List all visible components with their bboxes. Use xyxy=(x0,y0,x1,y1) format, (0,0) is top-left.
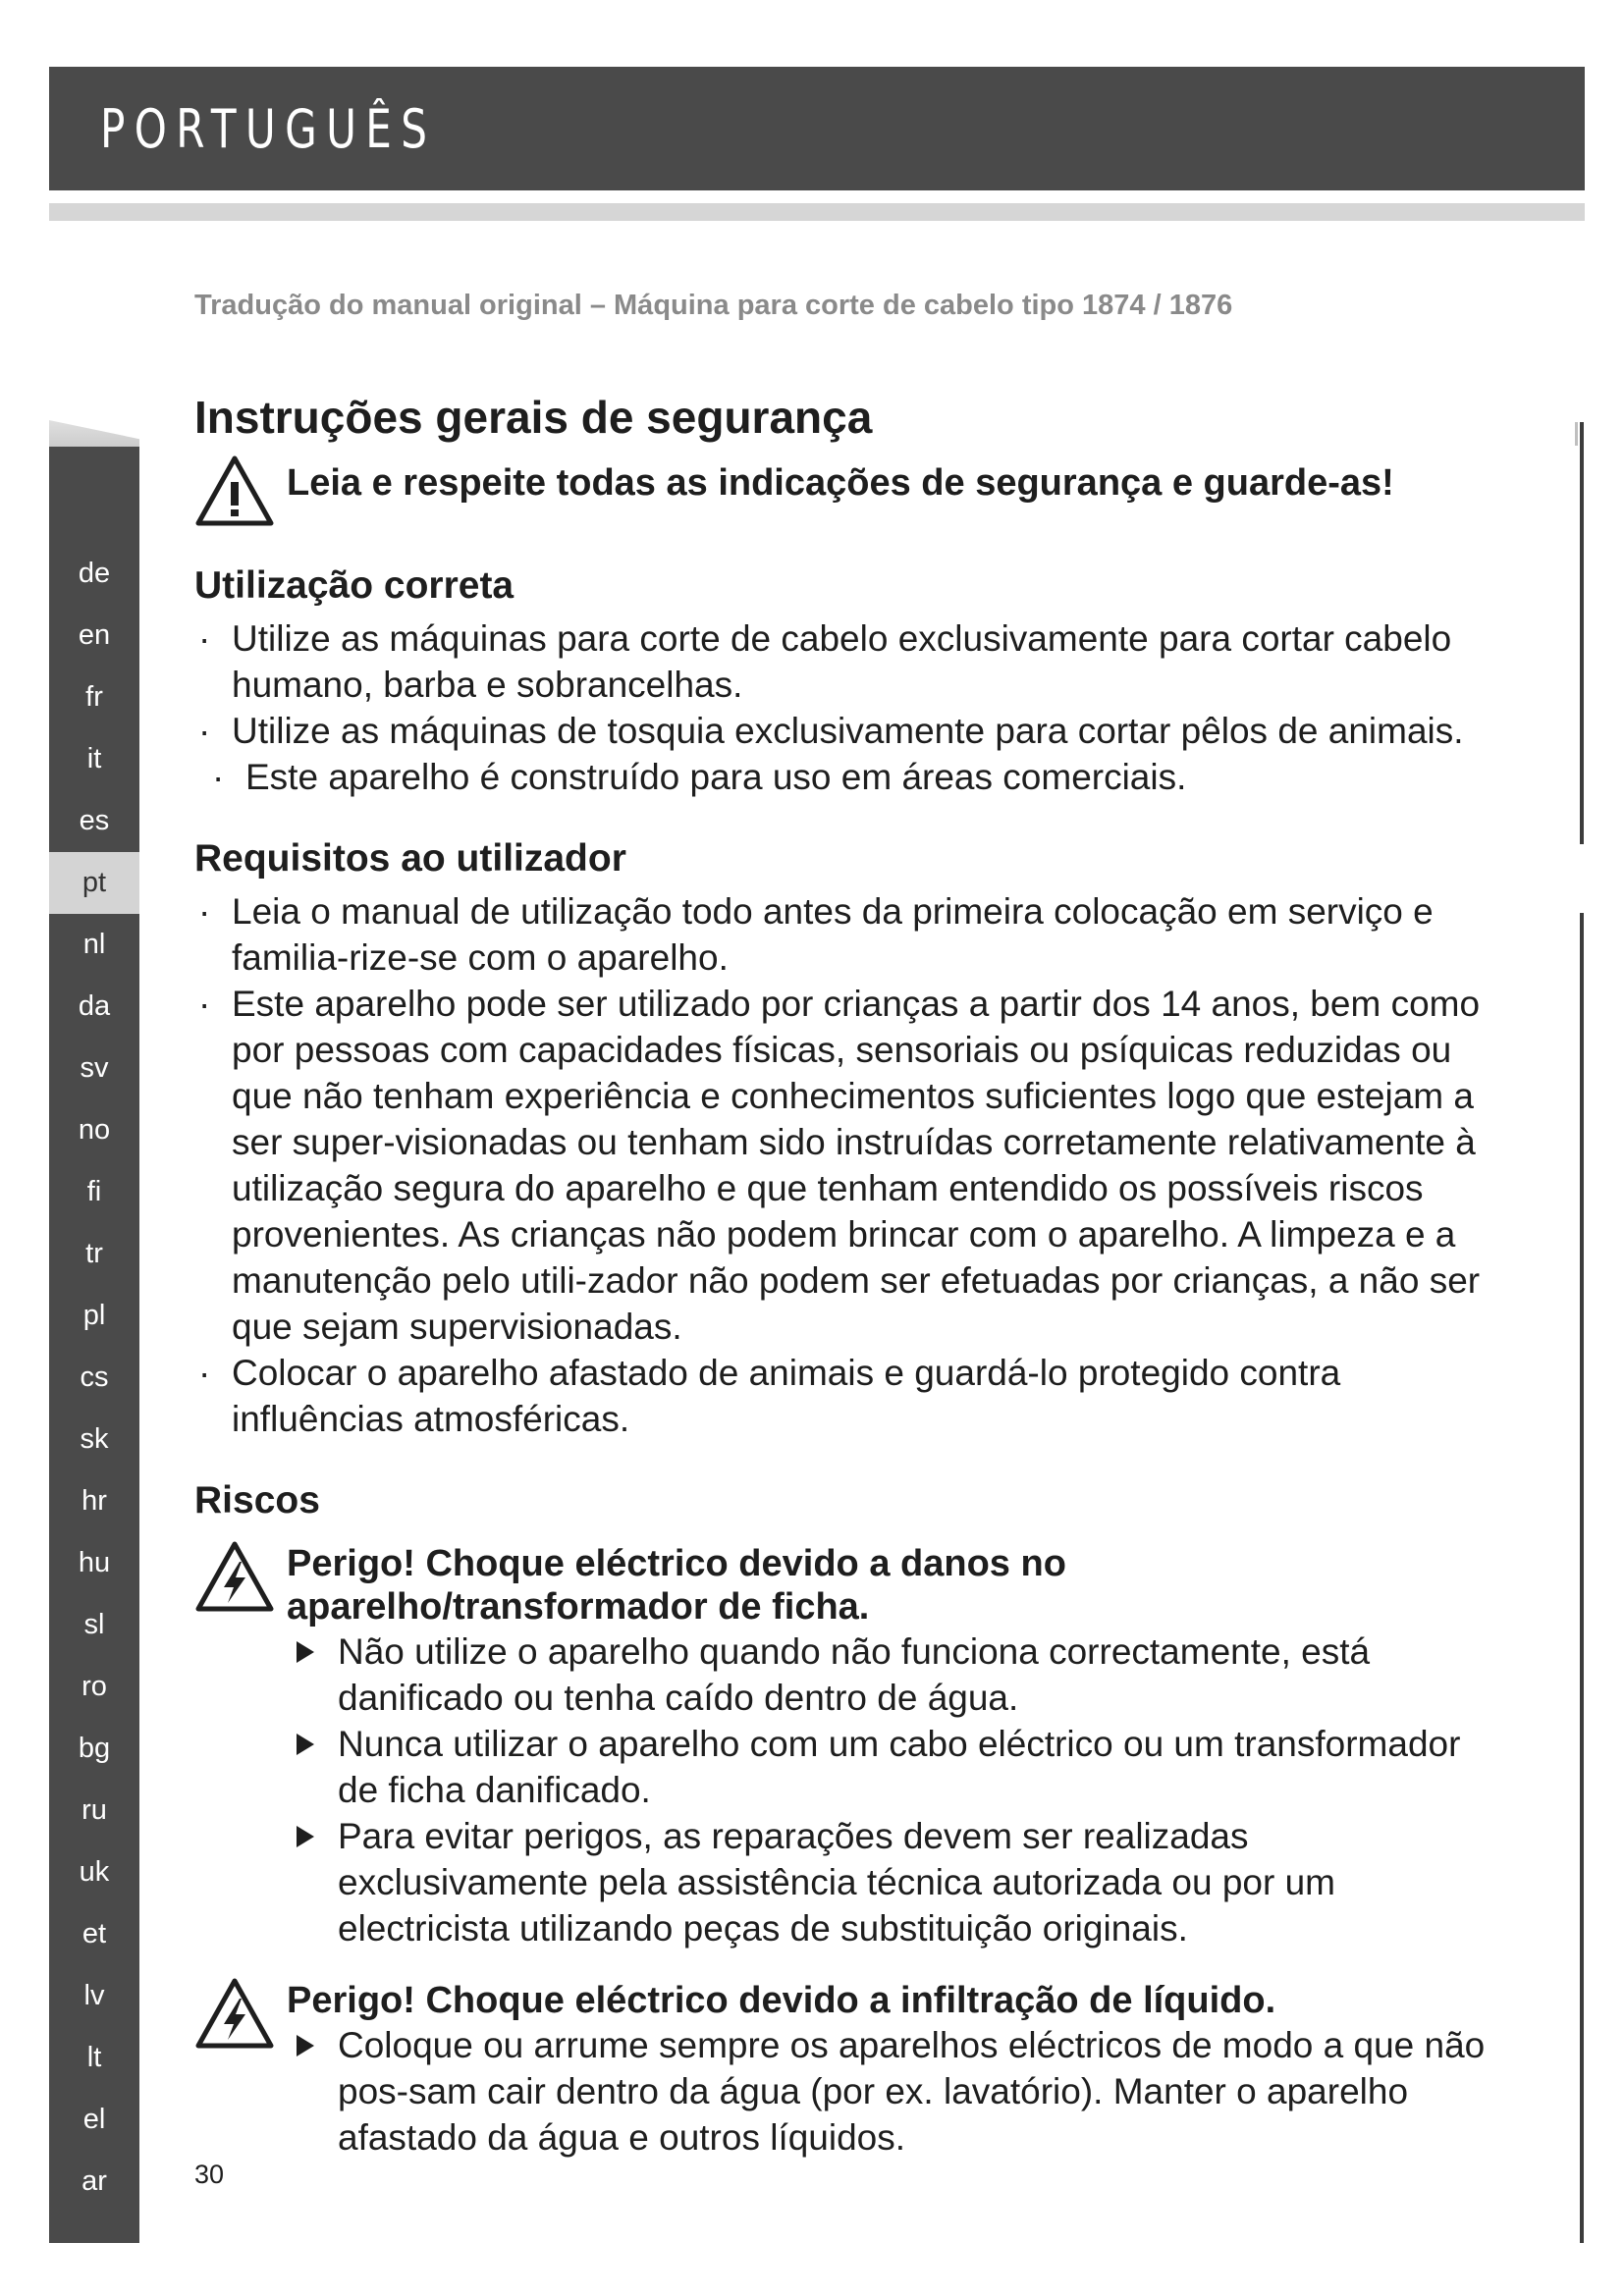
bullet-dot: · xyxy=(198,891,211,932)
language-item-hr[interactable]: hr xyxy=(81,1485,107,1517)
list-item: Nunca utilizar o aparelho com um cabo eléctrico ou um transformador de ficha danificado. xyxy=(287,1721,1490,1813)
danger-measures-list xyxy=(287,1629,1490,1951)
language-item-pt[interactable]: pt xyxy=(49,852,139,914)
page-language-title: PORTUGUÊS xyxy=(100,98,437,160)
list-item: · Este aparelho pode ser utilizado por crianças a partir dos 14 anos, bem como por pessoas com capacidades físicas, sensoriais ou psíquicas reduzidas ou que não tenham experiência e conhecimentos suficientes logo que estejam a ser super-visionadas ou tenham sido instruídas corretamente relativamente à utilização segura do aparelho e que tenham entendido os possíveis riscos provenientes. As crianças não podem brincar com o aparelho. A limpeza e a manutenção pelo utili-zador não podem ser efetuadas por crianças, a não ser que sejam supervisionadas. xyxy=(194,981,1490,1350)
list-item: · Utilize as máquinas de tosquia exclusivamente para cortar pêlos de animais. xyxy=(194,708,1490,754)
language-item-sv[interactable]: sv xyxy=(80,1052,109,1084)
safety-notice xyxy=(194,454,1490,527)
arrow-right-icon xyxy=(297,1734,314,1755)
right-margin-line xyxy=(1580,422,1584,844)
risks-heading: Riscos xyxy=(194,1479,320,1522)
language-item-fr[interactable]: fr xyxy=(85,681,103,713)
language-item-hu[interactable]: hu xyxy=(78,1547,111,1578)
language-item-ro[interactable]: ro xyxy=(81,1671,107,1702)
language-item-no[interactable]: no xyxy=(78,1114,111,1146)
bullet-dot: · xyxy=(198,1353,211,1393)
document-subtitle: Tradução do manual original – Máquina para corte de cabelo tipo 1874 / 1876 xyxy=(194,290,1233,321)
language-item-fi[interactable]: fi xyxy=(86,1176,102,1207)
bullet-dot: · xyxy=(198,711,211,751)
language-item-en[interactable]: en xyxy=(78,619,111,651)
language-sidebar xyxy=(49,447,139,2243)
language-item-ru[interactable]: ru xyxy=(81,1794,107,1826)
language-list xyxy=(49,543,139,2213)
language-item-pl[interactable]: pl xyxy=(82,1300,106,1331)
electric-hazard-icon xyxy=(194,1977,275,2050)
arrow-right-icon xyxy=(297,2035,314,2056)
language-item-cs[interactable]: cs xyxy=(80,1362,109,1393)
user-requirements-heading: Requisitos ao utilizador xyxy=(194,837,626,880)
language-item-bg[interactable]: bg xyxy=(78,1733,111,1764)
language-item-et[interactable]: et xyxy=(81,1918,107,1949)
electric-hazard-icon xyxy=(194,1540,275,1613)
right-margin-tick xyxy=(1575,422,1578,446)
section-heading: Instruções gerais de segurança xyxy=(194,392,873,443)
correct-use-list xyxy=(194,615,1490,800)
bullet-dot: · xyxy=(198,618,211,659)
header-bar xyxy=(49,67,1585,190)
language-item-el[interactable]: el xyxy=(82,2104,106,2135)
language-item-de[interactable]: de xyxy=(78,558,111,589)
danger-measures-list xyxy=(287,2022,1490,2161)
correct-use-heading: Utilização correta xyxy=(194,564,514,607)
user-requirements-list xyxy=(194,888,1490,1442)
language-item-sl[interactable]: sl xyxy=(83,1609,105,1640)
warning-triangle-icon xyxy=(194,454,275,527)
arrow-right-icon xyxy=(297,1826,314,1847)
language-item-uk[interactable]: uk xyxy=(79,1856,110,1888)
language-item-ar[interactable]: ar xyxy=(81,2165,107,2197)
language-item-sk[interactable]: sk xyxy=(80,1423,109,1455)
language-item-it[interactable]: it xyxy=(86,743,102,774)
page-number: 30 xyxy=(194,2160,225,2189)
language-item-es[interactable]: es xyxy=(79,805,110,836)
danger-title: Perigo! Choque eléctrico devido a infiltração de líquido. xyxy=(287,1980,1276,2021)
language-item-lv[interactable]: lv xyxy=(83,1980,105,2011)
list-item: · Este aparelho é construído para uso em áreas comerciais. xyxy=(194,754,1490,800)
bullet-dot: · xyxy=(198,984,211,1024)
list-item: · Utilize as máquinas para corte de cabelo exclusivamente para cortar cabelo humano, barba e sobrancelhas. xyxy=(194,615,1490,708)
list-item: · Leia o manual de utilização todo antes da primeira colocação em serviço e familia-rize-se com o aparelho. xyxy=(194,888,1490,981)
bullet-dot: · xyxy=(212,757,225,797)
right-margin-line xyxy=(1580,913,1584,2243)
language-item-lt[interactable]: lt xyxy=(86,2042,102,2073)
danger-title: Perigo! Choque eléctrico devido a danos no aparelho/transformador de ficha. xyxy=(287,1543,1066,1628)
document-content xyxy=(194,388,1490,2161)
danger-block-liquid xyxy=(194,1977,1490,2161)
list-item: Coloque ou arrume sempre os aparelhos eléctricos de modo a que não pos-sam cair dentro da água (por ex. lavatório). Manter o aparelho afastado da água e outros líquidos. xyxy=(287,2022,1490,2161)
danger-block-damage xyxy=(194,1540,1490,1951)
list-item: Para evitar perigos, as reparações devem ser realizadas exclusivamente pela assistência técnica autorizada ou por um electricista utilizando peças de substituição originais. xyxy=(287,1813,1490,1951)
language-item-tr[interactable]: tr xyxy=(85,1238,103,1269)
safety-notice-text: Leia e respeite todas as indicações de segurança e guarde-as! xyxy=(287,462,1394,504)
header-stripe xyxy=(49,203,1585,221)
list-item: · Colocar o aparelho afastado de animais e guardá-lo protegido contra influências atmosféricas. xyxy=(194,1350,1490,1442)
language-item-da[interactable]: da xyxy=(78,990,111,1022)
list-item: Não utilize o aparelho quando não funciona correctamente, está danificado ou tenha caído dentro de água. xyxy=(287,1629,1490,1721)
arrow-right-icon xyxy=(297,1641,314,1663)
language-item-nl[interactable]: nl xyxy=(82,929,106,960)
